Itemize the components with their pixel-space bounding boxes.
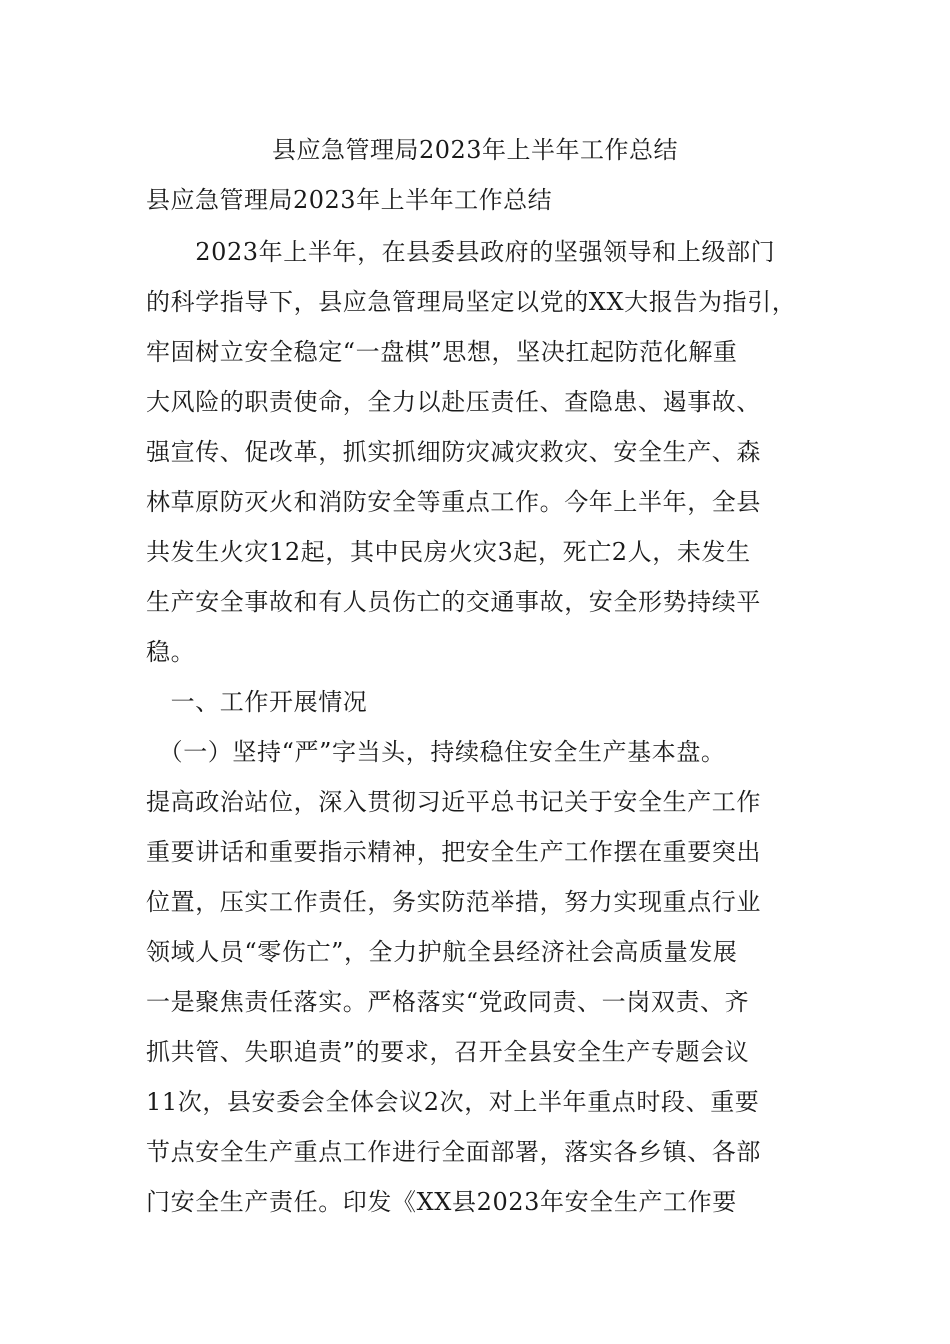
body-line: 一是聚焦责任落实。严格落实“党政同责、一岗双责、齐 [146, 988, 750, 1016]
body-line: 位置，压实工作责任，务实防范举措，努力实现重点行业 [146, 888, 761, 916]
body-line: 11次，县安委会全体会议2次，对上半年重点时段、重要 [146, 1088, 760, 1116]
section-heading: 一、工作开展情况 [146, 688, 368, 716]
body-line: 领域人员“零伤亡”，全力护航全县经济社会高质量发展 [146, 938, 738, 966]
body-line: 强宣传、促改革，抓实抓细防灾减灾救灾、安全生产、森 [146, 438, 761, 466]
body-line: 抓共管、失职追责”的要求，召开全县安全生产专题会议 [146, 1038, 750, 1066]
body-line: 稳。 [146, 638, 196, 666]
body-line: 节点安全生产重点工作进行全面部署，落实各乡镇、各部 [146, 1138, 761, 1166]
body-line: 重要讲话和重要指示精神，把安全生产工作摆在重要突出 [146, 838, 761, 866]
body-line: 林草原防灭火和消防安全等重点工作。今年上半年，全县 [146, 488, 761, 516]
body-line: 生产安全事故和有人员伤亡的交通事故，安全形势持续平 [146, 588, 761, 616]
body-line: 牢固树立安全稳定“一盘棋”思想，坚决扛起防范化解重 [146, 338, 738, 366]
body-line: 提高政治站位，深入贯彻习近平总书记关于安全生产工作 [146, 788, 761, 816]
document-title: 县应急管理局2023年上半年工作总结 [271, 136, 679, 164]
subsection-heading: （一）坚持“严”字当头，持续稳住安全生产基本盘。 [146, 738, 726, 766]
body-line: 的科学指导下，县应急管理局坚定以党的XX大报告为指引， [146, 288, 797, 316]
body-line: 大风险的职责使命，全力以赴压责任、查隐患、遏事故、 [146, 388, 761, 416]
body-line: 2023年上半年，在县委县政府的坚强领导和上级部门 [146, 238, 776, 266]
document-subtitle: 县应急管理局2023年上半年工作总结 [146, 186, 553, 214]
body-line: 共发生火灾12起，其中民房火灾3起，死亡2人，未发生 [146, 538, 751, 566]
body-line: 门安全生产责任。印发《XX县2023年安全生产工作要 [146, 1188, 737, 1216]
